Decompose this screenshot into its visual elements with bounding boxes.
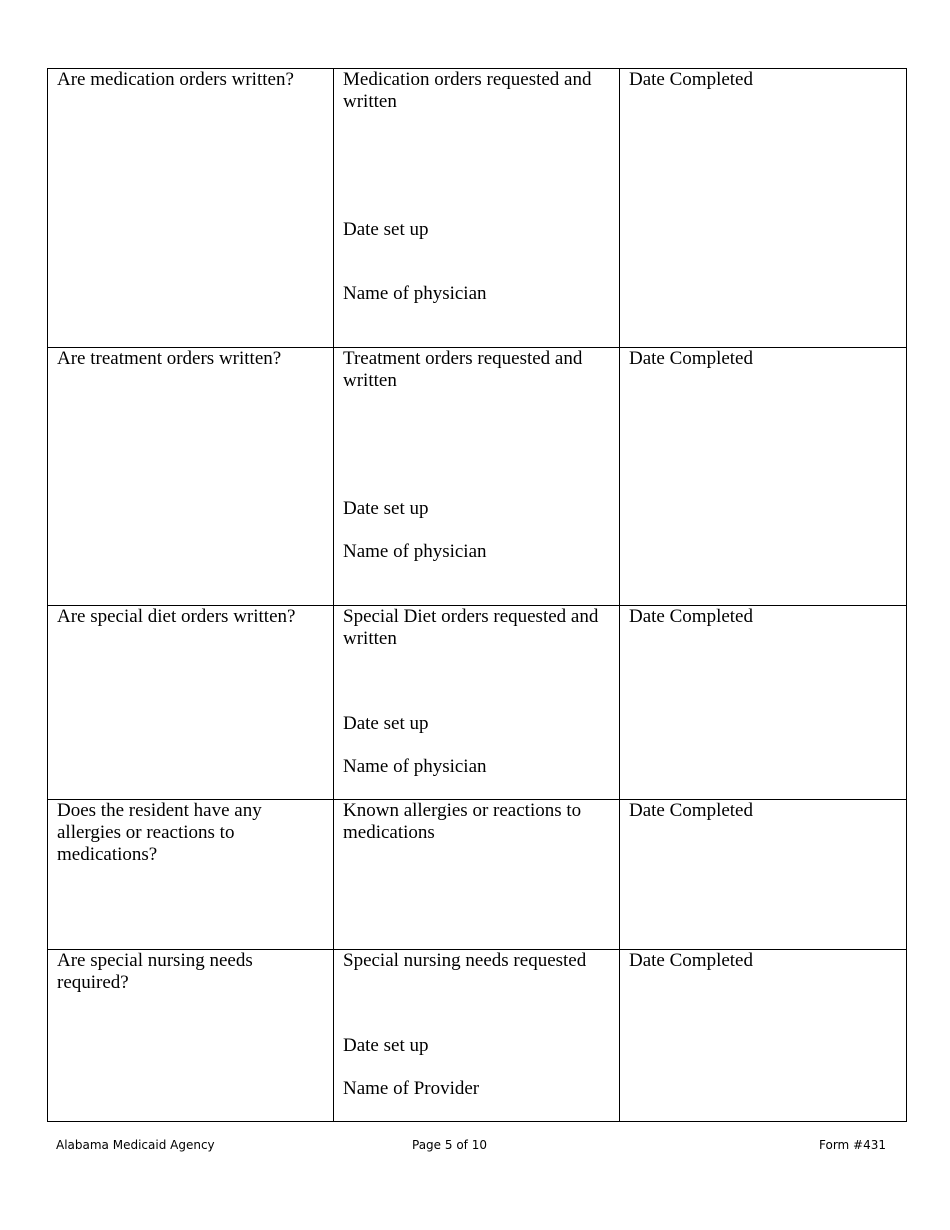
request-cell[interactable] (334, 606, 620, 800)
table-row (48, 606, 907, 800)
request-text: Known allergies or reactions to medications (343, 800, 582, 843)
request-cell[interactable] (334, 69, 620, 348)
date-set-up-label: Date set up (343, 1035, 429, 1056)
question-text: Are treatment orders written? (57, 348, 282, 369)
question-text: Are special diet orders written? (57, 606, 296, 627)
date-set-up-label: Date set up (343, 713, 429, 734)
request-cell[interactable] (334, 950, 620, 1122)
physician-name-label: Name of physician (343, 283, 487, 304)
request-cell[interactable] (334, 348, 620, 606)
footer-form-number: Form #431 (819, 1138, 887, 1152)
date-completed-cell[interactable] (620, 950, 907, 1122)
provider-name-label: Name of Provider (343, 1078, 480, 1099)
footer-page-number: Page 5 of 10 (412, 1138, 487, 1152)
date-completed-label: Date Completed (629, 950, 753, 971)
request-text: Special nursing needs requested (343, 950, 587, 971)
assessment-table (47, 68, 907, 1122)
question-cell (48, 69, 334, 348)
date-completed-cell[interactable] (620, 800, 907, 950)
date-completed-label: Date Completed (629, 348, 753, 369)
date-completed-cell[interactable] (620, 348, 907, 606)
date-completed-label: Date Completed (629, 69, 753, 90)
question-text: Are special nursing needs required? (57, 950, 253, 993)
table-row (48, 950, 907, 1122)
request-cell[interactable] (334, 800, 620, 950)
question-cell (48, 348, 334, 606)
date-completed-cell[interactable] (620, 606, 907, 800)
request-text: Medication orders requested and written (343, 69, 592, 112)
footer-agency: Alabama Medicaid Agency (56, 1138, 215, 1152)
physician-name-label: Name of physician (343, 541, 487, 562)
request-text: Special Diet orders requested and written (343, 606, 599, 649)
table-row (48, 348, 907, 606)
date-completed-label: Date Completed (629, 606, 753, 627)
date-set-up-label: Date set up (343, 498, 429, 519)
request-text: Treatment orders requested and written (343, 348, 583, 391)
table-row (48, 800, 907, 950)
table-row (48, 69, 907, 348)
date-completed-label: Date Completed (629, 800, 753, 821)
physician-name-label: Name of physician (343, 756, 487, 777)
question-cell (48, 950, 334, 1122)
question-text: Are medication orders written? (57, 69, 294, 90)
date-set-up-label: Date set up (343, 219, 429, 240)
date-completed-cell[interactable] (620, 69, 907, 348)
question-text: Does the resident have any allergies or reactions to medications? (57, 800, 262, 865)
question-cell (48, 606, 334, 800)
question-cell (48, 800, 334, 950)
